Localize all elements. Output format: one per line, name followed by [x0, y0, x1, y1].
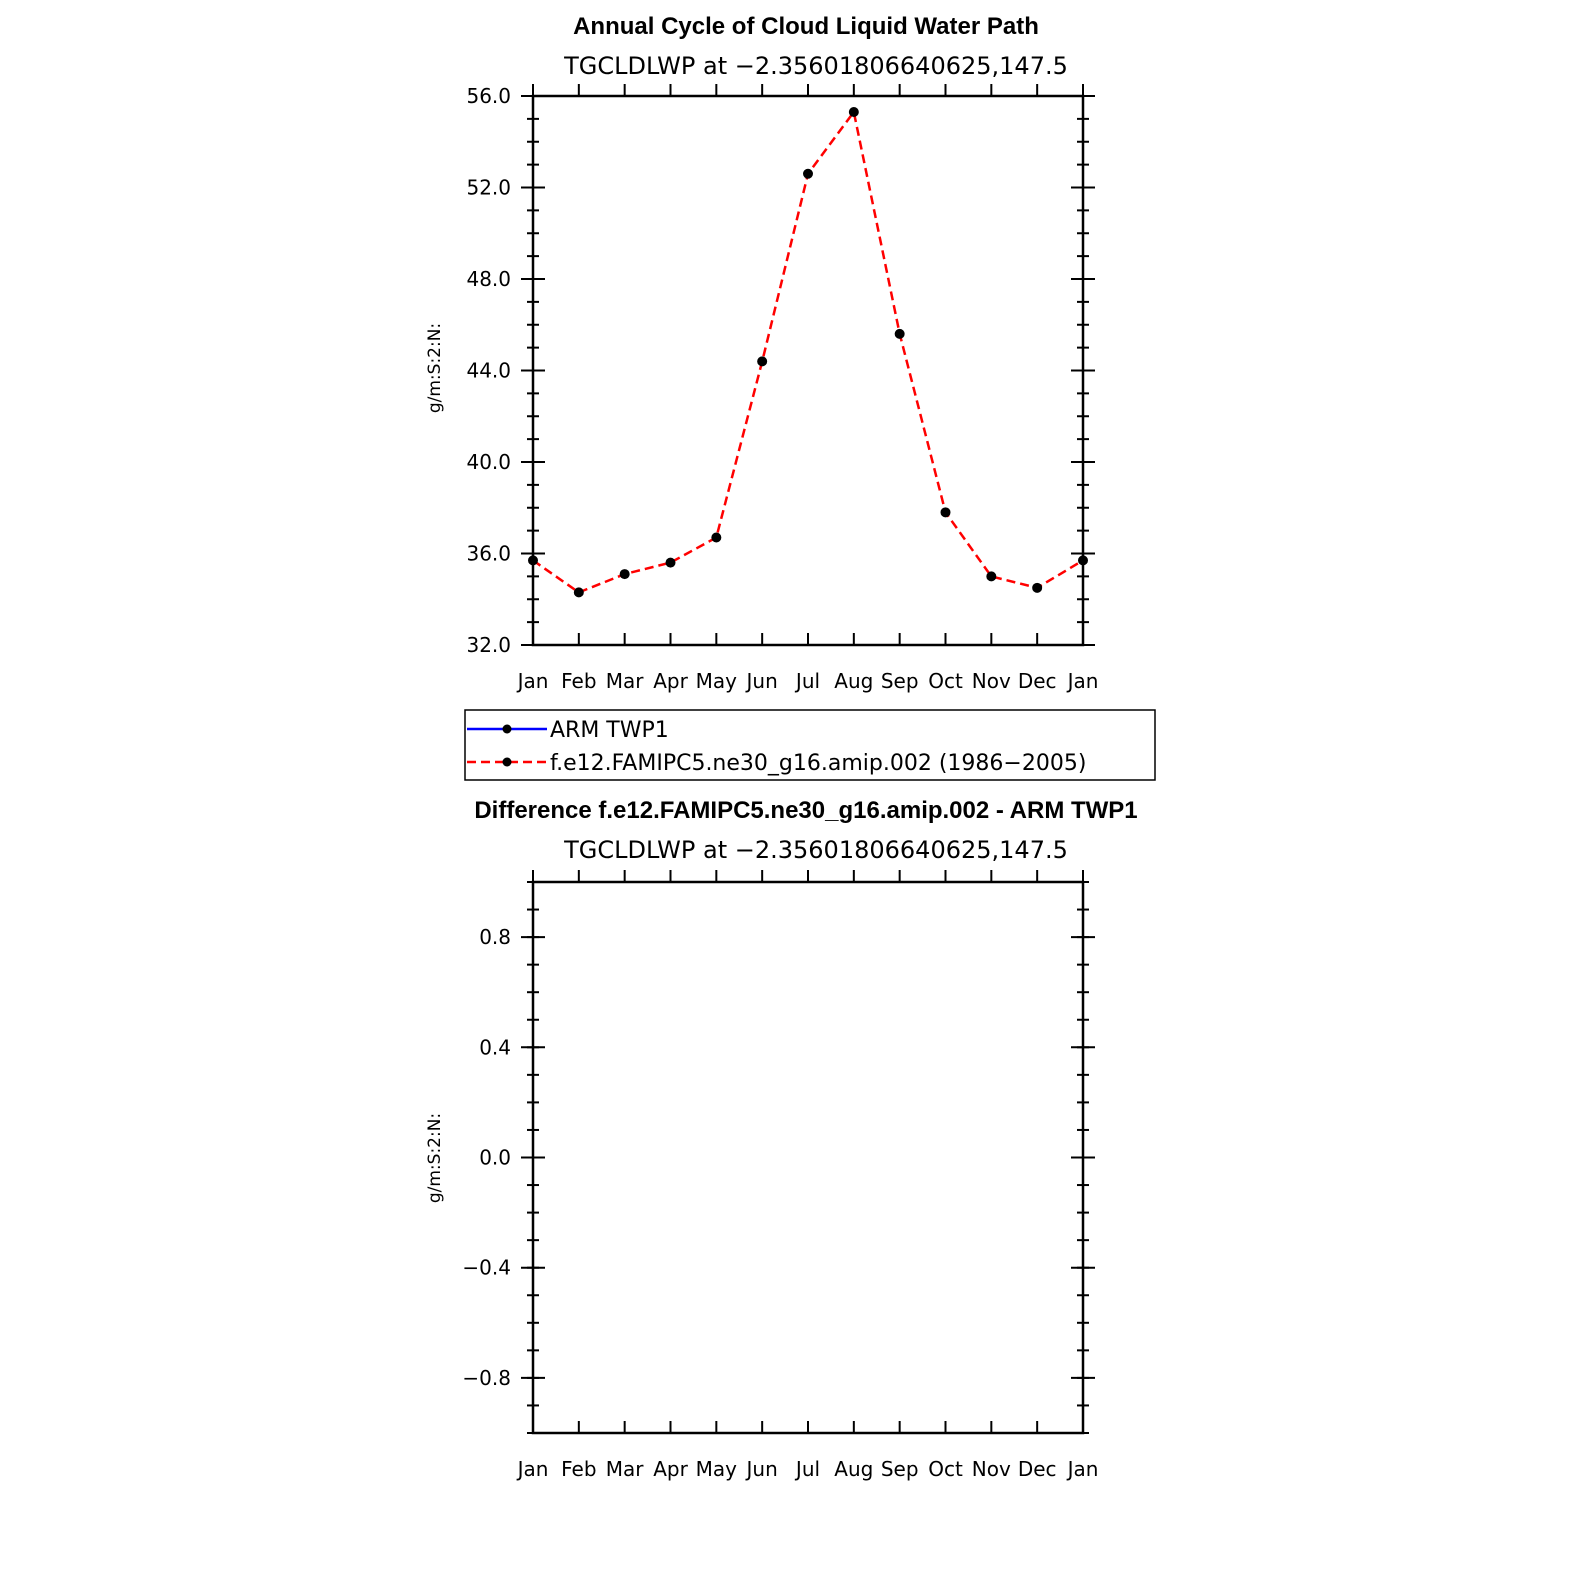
y-tick-label: 44.0 — [466, 358, 511, 383]
x-tick-label: Dec — [1017, 1457, 1057, 1481]
x-tick-label: Aug — [834, 1457, 874, 1481]
y-axis-label: g/m:S:2:N: — [425, 1112, 445, 1204]
x-tick-label: Apr — [653, 1457, 688, 1481]
y-tick-label: 0.4 — [479, 1035, 511, 1060]
y-tick-label: 36.0 — [466, 541, 511, 566]
x-tick-label: Jul — [795, 1457, 821, 1481]
legend — [465, 710, 1155, 780]
x-tick-label: Nov — [971, 1457, 1011, 1481]
x-tick-label: May — [695, 1457, 738, 1481]
data-point — [1078, 555, 1088, 565]
legend-marker-arm — [503, 725, 512, 734]
x-tick-label: Jan — [517, 1457, 549, 1481]
x-tick-label: Jan — [1067, 669, 1099, 693]
data-point — [803, 169, 813, 179]
data-point — [574, 587, 584, 597]
y-tick-label: −0.4 — [462, 1255, 511, 1280]
data-point — [986, 571, 996, 581]
x-tick-label: Sep — [880, 1457, 919, 1481]
x-tick-label: Jun — [746, 1457, 778, 1481]
axis-ticks — [466, 84, 1098, 693]
chart-title: Difference f.e12.FAMIPC5.ne30_g16.amip.002 - ARM TWP1 — [474, 797, 1138, 824]
data-point — [620, 569, 630, 579]
y-tick-label: 48.0 — [466, 267, 511, 291]
plot-frame — [533, 882, 1083, 1433]
y-tick-label: 56.0 — [466, 84, 511, 108]
legend-marker-model — [503, 758, 512, 767]
data-point — [666, 558, 676, 568]
x-tick-label: Jan — [517, 669, 549, 693]
data-point — [941, 507, 951, 517]
y-tick-label: −0.8 — [462, 1365, 511, 1390]
x-tick-label: Nov — [971, 669, 1011, 693]
x-tick-label: Mar — [605, 669, 644, 693]
y-tick-label: 40.0 — [466, 450, 511, 474]
x-tick-label: Jan — [1067, 1457, 1099, 1481]
x-tick-label: May — [695, 669, 738, 693]
difference-panel — [425, 797, 1138, 1481]
x-tick-label: Oct — [928, 669, 963, 693]
x-tick-label: Feb — [561, 1457, 597, 1481]
legend-label-model: f.e12.FAMIPC5.ne30_g16.amip.002 (1986−2005) — [550, 751, 1087, 776]
data-point — [757, 356, 767, 366]
y-tick-label: 52.0 — [466, 175, 511, 200]
x-tick-label: Jul — [795, 669, 821, 693]
chart-subtitle: TGCLDLWP at −2.35601806640625,147.5 — [564, 836, 1068, 864]
y-tick-label: 0.0 — [479, 1145, 511, 1170]
annual-cycle-panel — [425, 13, 1098, 693]
legend-label-arm: ARM TWP1 — [550, 718, 669, 743]
x-tick-label: Apr — [653, 669, 688, 693]
x-tick-label: Feb — [561, 669, 597, 693]
y-tick-label: 32.0 — [466, 633, 511, 657]
x-tick-label: Jun — [746, 669, 778, 693]
x-tick-label: Aug — [834, 669, 874, 693]
chart-title: Annual Cycle of Cloud Liquid Water Path — [573, 13, 1039, 40]
axis-ticks — [462, 870, 1098, 1481]
x-tick-label: Mar — [605, 1457, 644, 1481]
data-point — [849, 107, 859, 117]
data-point — [895, 329, 905, 339]
series-line — [533, 112, 1083, 592]
data-point — [1032, 583, 1042, 593]
y-axis-label: g/m:S:2:N: — [425, 322, 445, 414]
chart-subtitle: TGCLDLWP at −2.35601806640625,147.5 — [564, 52, 1068, 80]
x-tick-label: Sep — [880, 669, 919, 693]
data-point — [711, 532, 721, 542]
x-tick-label: Dec — [1017, 669, 1057, 693]
data-point — [528, 555, 538, 565]
y-tick-label: 0.8 — [479, 925, 511, 950]
x-tick-label: Oct — [928, 1457, 963, 1481]
series-layer — [528, 107, 1088, 597]
